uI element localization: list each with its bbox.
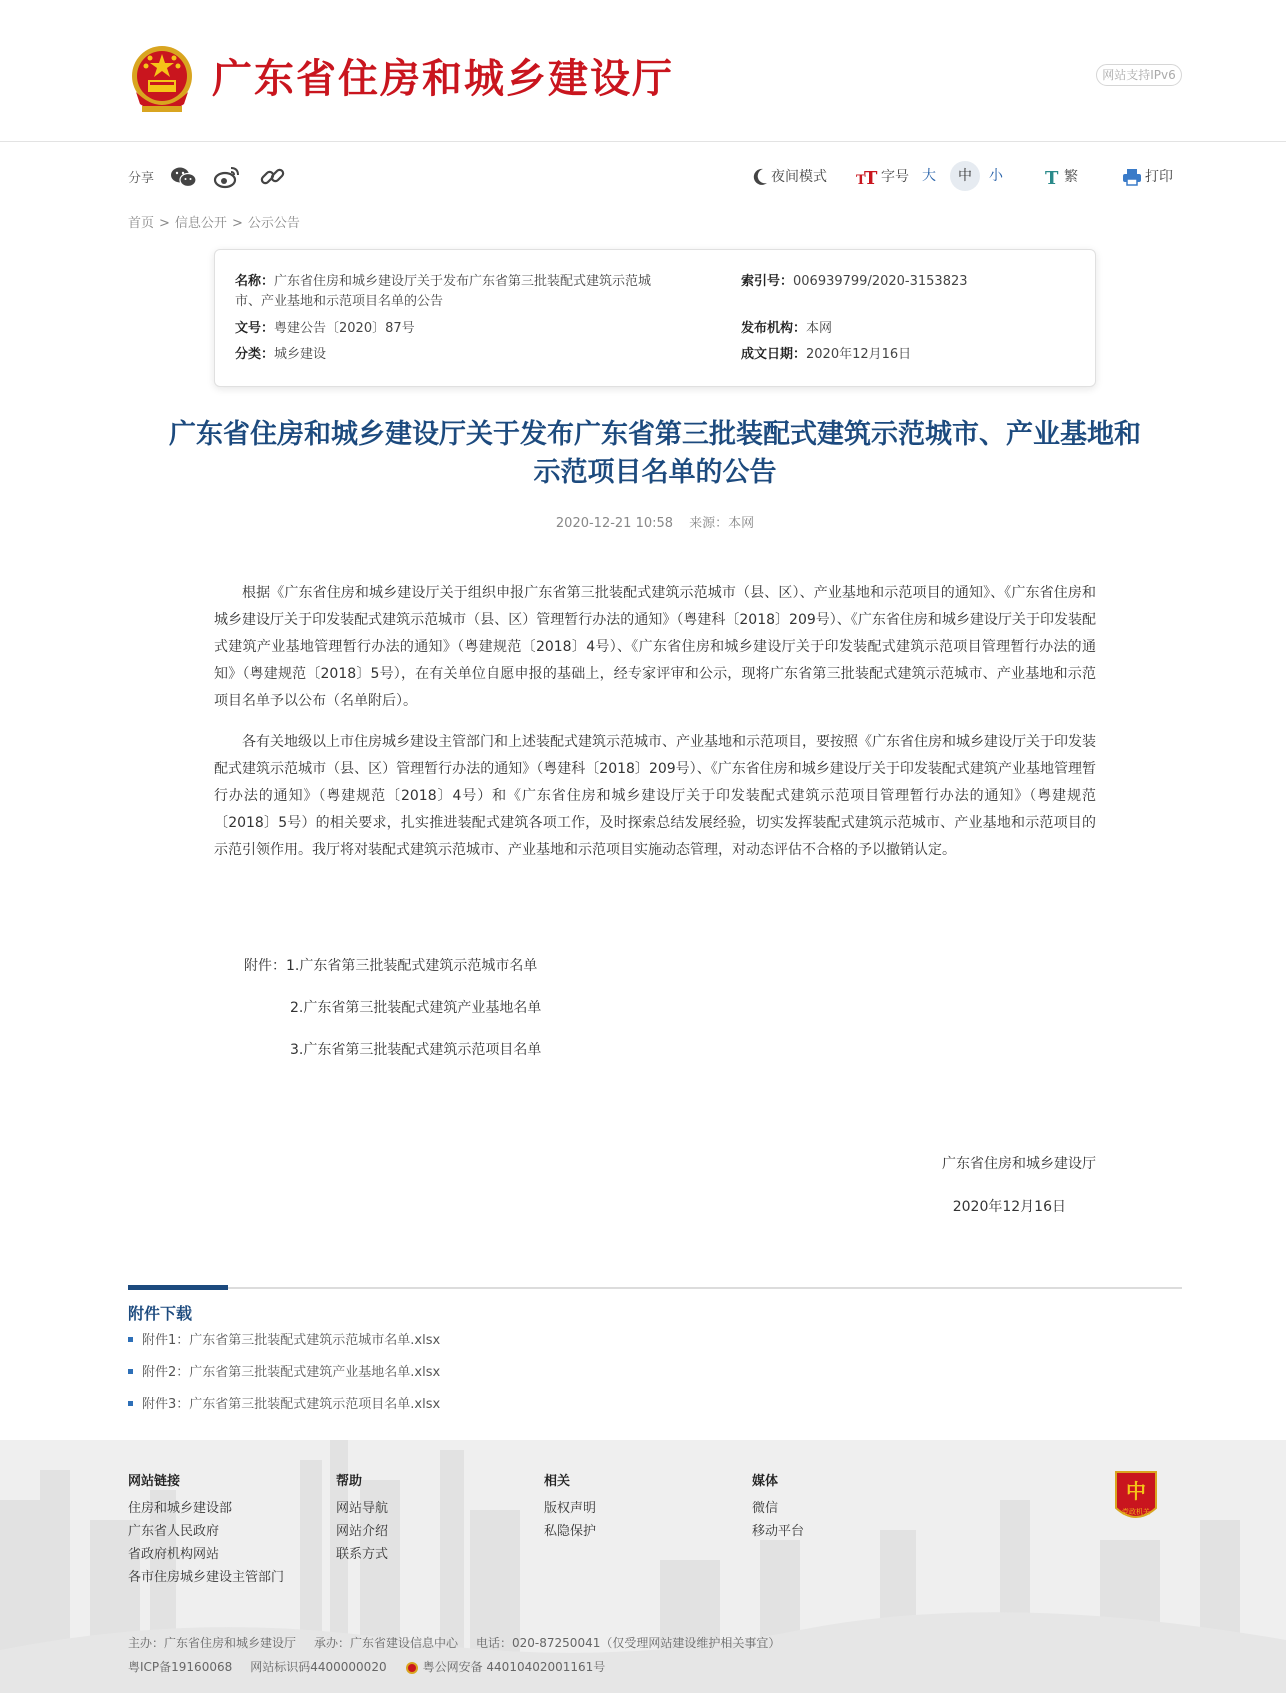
footer-col-site-links — [128, 1470, 284, 1589]
traditional-chinese-toggle[interactable] — [1045, 166, 1078, 186]
article-datetime: 2020-12-21 10:58 — [555, 516, 674, 531]
breadcrumb — [128, 212, 300, 231]
wechat-icon[interactable] — [168, 162, 198, 192]
article-info — [128, 512, 1182, 531]
download-link-1-label: 附件1：广东省第三批装配式建筑示范城市名单.xlsx — [142, 1333, 441, 1348]
night-mode-toggle[interactable] — [752, 166, 827, 186]
svg-text:T: T — [856, 173, 866, 186]
bullet-icon — [128, 1337, 133, 1342]
signature-date: 2020年12月16日 — [952, 1199, 1066, 1215]
traditional-label: 繁 — [1064, 169, 1078, 185]
footer-col-related — [544, 1470, 596, 1543]
meta-name-value: 广东省住房和城乡建设厅关于发布广东省第三批装配式建筑示范城 — [274, 274, 652, 289]
share-label: 分享 — [128, 171, 155, 186]
footer-site-code: 网站标识码4400000020 — [250, 1660, 387, 1674]
meta-doc-no-value: 粤建公告〔2020〕87号 — [274, 321, 415, 336]
meta-date-value: 2020年12月16日 — [806, 347, 912, 362]
footer-host: 主办：广东省住房和城乡建设厅 — [128, 1636, 297, 1650]
attachment-line-1: 附件：1.广东省第三批装配式建筑示范城市名单 — [244, 958, 538, 974]
meta-publisher-label: 发布机构： — [741, 321, 807, 336]
meta-publisher-value: 本网 — [806, 321, 833, 336]
meta-category-value: 城乡建设 — [274, 347, 327, 362]
signature-org: 广东省住房和城乡建设厅 — [942, 1156, 1096, 1172]
attachment-list — [244, 945, 541, 1071]
print-button[interactable] — [1122, 166, 1173, 186]
meta-index — [741, 272, 968, 292]
downloads-title: 附件下载 — [128, 1304, 193, 1323]
footer-icp[interactable]: 粤ICP备19160068 — [128, 1660, 233, 1674]
footer-col-heading: 相关 — [544, 1474, 571, 1489]
footer-operator: 承办：广东省建设信息中心 — [314, 1636, 459, 1650]
article-title-line1: 广东省住房和城乡建设厅关于发布广东省第三批装配式建筑示范城市、产业基地和 — [169, 419, 1141, 450]
svg-text:T: T — [864, 168, 878, 186]
font-size-icon — [856, 168, 878, 186]
footer-registration-info — [128, 1658, 623, 1675]
meta-date — [741, 345, 911, 365]
weibo-icon[interactable] — [212, 162, 242, 192]
font-size-small[interactable]: 小 — [989, 168, 1003, 184]
print-label: 打印 — [1145, 169, 1173, 185]
traditional-text-icon — [1045, 168, 1061, 186]
meta-doc-no-label: 文号： — [235, 321, 275, 336]
site-header — [0, 0, 1286, 142]
footer-link[interactable]: 省政府机构网站 — [128, 1547, 220, 1562]
article-title-line2: 示范项目名单的公告 — [533, 457, 777, 488]
footer-link[interactable]: 网站介绍 — [336, 1524, 389, 1539]
footer-link[interactable]: 联系方式 — [336, 1547, 389, 1562]
meta-category — [235, 345, 326, 365]
toolbar — [128, 160, 1182, 194]
footer-col-heading: 媒体 — [752, 1474, 779, 1489]
download-link-3[interactable] — [128, 1393, 440, 1412]
meta-doc-no — [235, 319, 415, 339]
download-link-2-label: 附件2：广东省第三批装配式建筑产业基地名单.xlsx — [142, 1365, 441, 1380]
font-size-medium[interactable]: 中 — [950, 161, 980, 191]
bullet-icon — [128, 1369, 133, 1374]
article-paragraph-2: 各有关地级以上市住房城乡建设主管部门和上述装配式建筑示范城市、产业基地和示范项目，要按照《广东省住房和城乡建设厅关于印发装配式建筑示范城市（县、区）管理暂行办法的通知》（粤建科〔2018〕209号）、《广东省住房和城乡建设厅关于印发装配式建筑产业基地管理暂行办法的通知》（粤建规范〔2018〕4号）和《广东省住房和城乡建设厅关于印发装配式建筑示范项目管理暂行办法的通知》（粤建规范〔2018〕5号）的相关要求，扎实推进装配式建筑各项工作，及时探索总结发展经验，切实发挥装配式建筑示范城市、产业基地和示范项目的示范引领作用。我厅将对装配式建筑示范城市、产业基地和示范项目实施动态管理，对动态评估不合格的予以撤销认定。 — [214, 734, 1096, 858]
footer-link[interactable]: 广东省人民政府 — [128, 1524, 220, 1539]
document-meta-box — [214, 249, 1096, 387]
font-size-large[interactable]: 大 — [922, 168, 936, 184]
breadcrumb-announcements[interactable]: 公示公告 — [247, 216, 300, 231]
site-footer — [0, 1440, 1286, 1693]
copy-link-icon[interactable] — [258, 162, 288, 192]
footer-police-record[interactable]: 粤公网安备 44010402001161号 — [422, 1660, 606, 1674]
party-gov-badge-icon[interactable] — [1112, 1468, 1160, 1528]
meta-index-value: 006939799/2020-3153823 — [793, 274, 968, 289]
footer-link[interactable]: 住房和城乡建设部 — [128, 1501, 233, 1516]
printer-icon — [1122, 168, 1142, 186]
night-mode-label: 夜间模式 — [771, 169, 827, 185]
article-source: 来源：本网 — [689, 516, 755, 531]
national-emblem-icon — [128, 44, 196, 116]
svg-text:T: T — [1045, 168, 1059, 186]
meta-publisher — [741, 319, 832, 339]
article-body — [214, 580, 1096, 878]
footer-link[interactable]: 微信 — [752, 1501, 779, 1516]
footer-link[interactable]: 各市住房城乡建设主管部门 — [128, 1570, 285, 1585]
font-size-control — [856, 166, 909, 186]
article-title — [128, 416, 1182, 492]
footer-host-info — [128, 1634, 798, 1651]
footer-col-media — [752, 1470, 804, 1543]
breadcrumb-home[interactable]: 首页 — [128, 216, 155, 231]
moon-icon — [752, 168, 768, 186]
article-paragraph-1: 根据《广东省住房和城乡建设厅关于组织申报广东省第三批装配式建筑示范城市（县、区）、产业基地和示范项目的通知》、《广东省住房和城乡建设厅关于印发装配式建筑示范城市（县、区）管理暂行办法的通知》（粤建科〔2018〕209号）、《广东省住房和城乡建设厅关于印发装配式建筑产业基地管理暂行办法的通知》（粤建规范〔2018〕4号）、《广东省住房和城乡建设厅关于印发装配式建筑示范项目管理暂行办法的通知》（粤建规范〔2018〕5号），在有关单位自愿申报的基础上，经专家评审和公示，现将广东省第三批装配式建筑示范城市、产业基地和示范项目名单予以公布（名单附后）。 — [214, 585, 1096, 709]
download-link-2[interactable] — [128, 1361, 440, 1380]
attachment-line-2: 2.广东省第三批装配式建筑产业基地名单 — [290, 1000, 542, 1016]
ipv6-badge: 网站支持IPv6 — [1096, 64, 1182, 86]
footer-link[interactable]: 私隐保护 — [544, 1524, 597, 1539]
download-link-1[interactable] — [128, 1329, 440, 1348]
divider-accent — [128, 1285, 228, 1290]
breadcrumb-sep: > — [159, 216, 170, 231]
breadcrumb-sep: > — [231, 216, 243, 231]
download-link-3-label: 附件3：广东省第三批装配式建筑示范项目名单.xlsx — [142, 1397, 441, 1412]
meta-name-value-line2: 市、产业基地和示范项目名单的公告 — [235, 294, 444, 309]
meta-date-label: 成文日期： — [741, 347, 807, 362]
footer-col-heading: 帮助 — [336, 1474, 363, 1489]
footer-phone: 电话：020-87250041（仅受理网站建设维护相关事宜） — [476, 1636, 781, 1650]
meta-name — [235, 272, 705, 312]
police-emblem-icon — [405, 1661, 419, 1675]
footer-col-help — [336, 1470, 388, 1566]
divider — [128, 1287, 1182, 1289]
meta-category-label: 分类： — [235, 347, 275, 362]
footer-col-heading: 网站链接 — [128, 1474, 181, 1489]
footer-link[interactable]: 网站导航 — [336, 1501, 389, 1516]
meta-name-label: 名称： — [235, 274, 275, 289]
site-name: 广东省住房和城乡建设厅 — [212, 55, 674, 102]
footer-link[interactable]: 移动平台 — [752, 1524, 805, 1539]
meta-index-label: 索引号： — [741, 274, 794, 289]
badge-text: 党政机关 — [1122, 1508, 1150, 1516]
font-size-label: 字号 — [881, 169, 909, 185]
breadcrumb-info-disclosure[interactable]: 信息公开 — [174, 216, 227, 231]
attachment-line-3: 3.广东省第三批装配式建筑示范项目名单 — [290, 1042, 542, 1058]
bullet-icon — [128, 1401, 133, 1406]
svg-text:中: 中 — [1126, 1479, 1146, 1503]
footer-link[interactable]: 版权声明 — [544, 1501, 597, 1516]
